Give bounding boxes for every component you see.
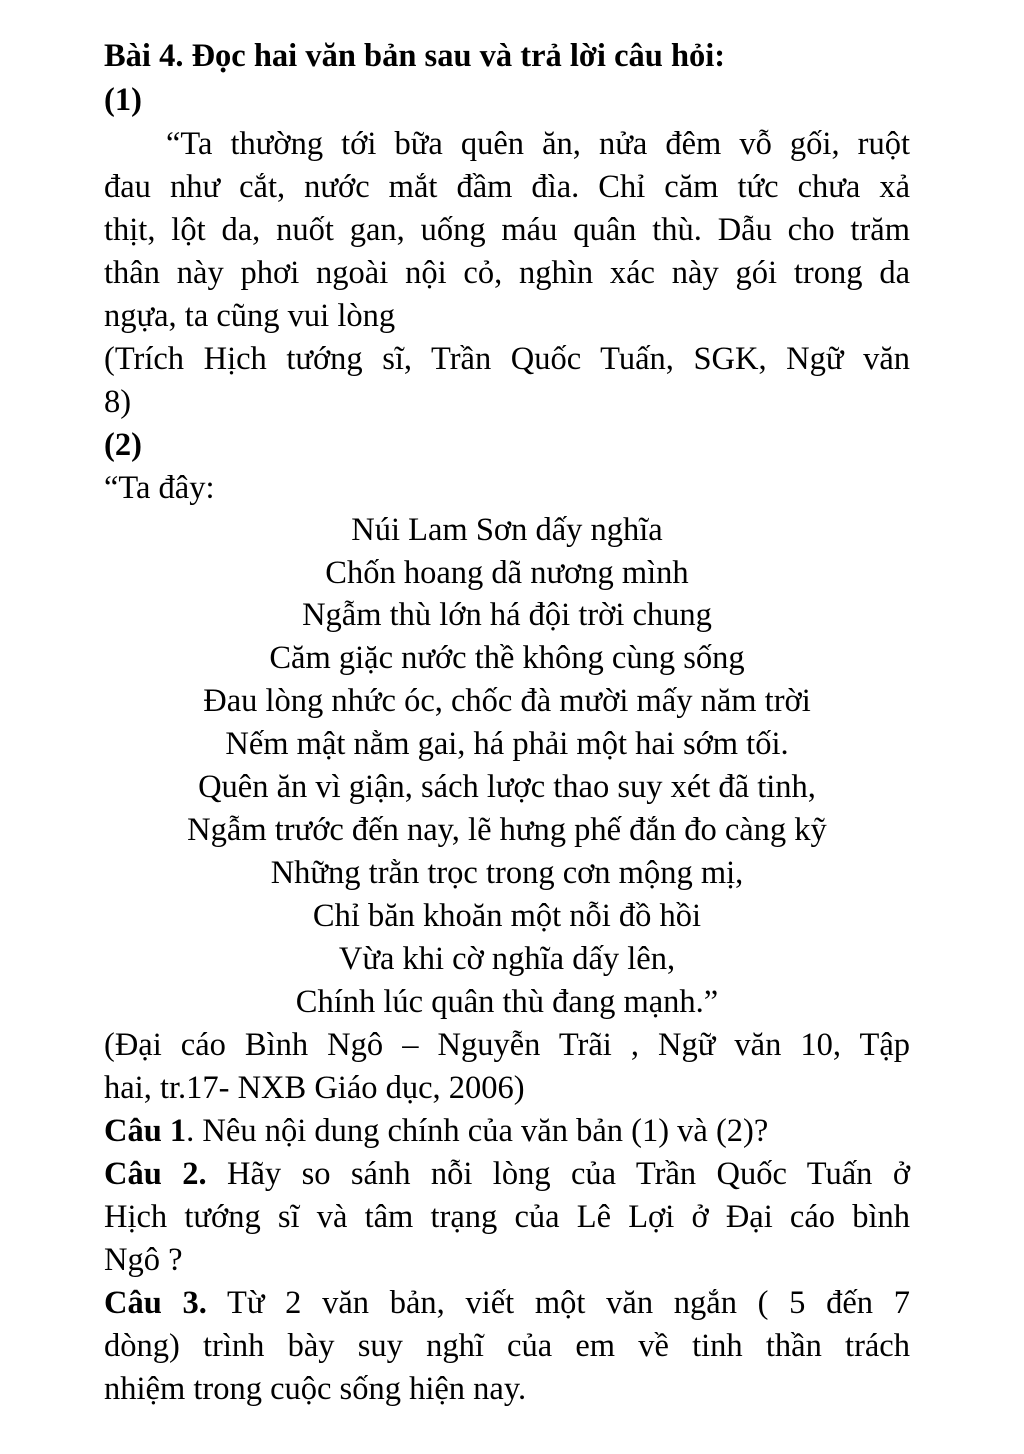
poem-line: Chỉ băn khoăn một nỗi đồ hồi	[312, 898, 702, 934]
question-1-text: . Nêu nội dung chính của văn bản (1) và (2)?	[186, 1113, 769, 1149]
question-1-label: Câu 1	[104, 1113, 187, 1149]
question-2	[104, 1152, 910, 1196]
text-1-source: 8)	[104, 384, 132, 420]
question-3-label: Câu 3.	[104, 1285, 207, 1321]
text-1-line: đau như cắt, nước mắt đầm đìa. Chỉ căm tức chưa xả	[104, 169, 910, 205]
text-2-source: (Đại cáo Bình Ngô – Nguyễn Trãi , Ngữ văn 10, Tập	[104, 1027, 910, 1063]
text-2-intro: “Ta đây:	[104, 470, 215, 506]
question-2-label: Câu 2.	[104, 1156, 207, 1192]
text-2-source: hai, tr.17- NXB Giáo dục, 2006)	[104, 1070, 525, 1106]
text-1-number: (1)	[104, 82, 142, 118]
text-1-line: thân này phơi ngoài nội cỏ, nghìn xác này gói trong da	[104, 255, 910, 291]
question-2-text: Ngô ?	[104, 1242, 183, 1278]
question-3-text: nhiệm trong cuộc sống hiện nay.	[104, 1371, 527, 1407]
text-1-line: thịt, lột da, nuốt gan, uống máu quân thù. Dẫu cho trăm	[104, 212, 910, 248]
question-2-text: Hãy so sánh nỗi lòng của Trần Quốc Tuấn ở	[206, 1156, 911, 1192]
poem-line: Những trằn trọc trong cơn mộng mị,	[270, 855, 744, 891]
text-1-line: “Ta thường tới bữa quên ăn, nửa đêm vỗ gối, ruột	[166, 126, 910, 162]
text-1-line: ngựa, ta cũng vui lòng	[104, 298, 396, 334]
question-1	[104, 1109, 910, 1153]
poem-line: Chốn hoang dã nương mình	[325, 555, 689, 591]
question-2-text: Hịch tướng sĩ và tâm trạng của Lê Lợi ở Đại cáo bình	[104, 1199, 910, 1235]
poem-line: Đau lòng nhức óc, chốc đà mười mấy năm trời	[203, 683, 811, 719]
text-1-source: (Trích Hịch tướng sĩ, Trần Quốc Tuấn, SGK, Ngữ văn	[104, 341, 910, 377]
question-3	[104, 1281, 910, 1325]
poem-line: Quên ăn vì giận, sách lược thao suy xét đã tinh,	[198, 769, 816, 805]
question-3-text: dòng) trình bày suy nghĩ của em về tinh thần trách	[104, 1328, 910, 1364]
exercise-heading: Bài 4. Đọc hai văn bản sau và trả lời câu hỏi:	[104, 38, 726, 74]
poem-line: Căm giặc nước thề không cùng sống	[269, 640, 745, 676]
poem-line: Nếm mật nằm gai, há phải một hai sớm tối.	[225, 726, 789, 762]
question-3-text: Từ 2 văn bản, viết một văn ngắn ( 5 đến 7	[206, 1285, 911, 1321]
poem-line: Núi Lam Sơn dấy nghĩa	[351, 512, 663, 548]
poem-line: Ngẫm thù lớn há đội trời chung	[302, 597, 712, 633]
text-2-number: (2)	[104, 427, 142, 463]
poem-line: Ngẫm trước đến nay, lẽ hưng phế đắn đo càng kỹ	[187, 812, 827, 848]
poem-line: Vừa khi cờ nghĩa dấy lên,	[338, 941, 676, 977]
poem-line: Chính lúc quân thù đang mạnh.”	[295, 984, 719, 1020]
